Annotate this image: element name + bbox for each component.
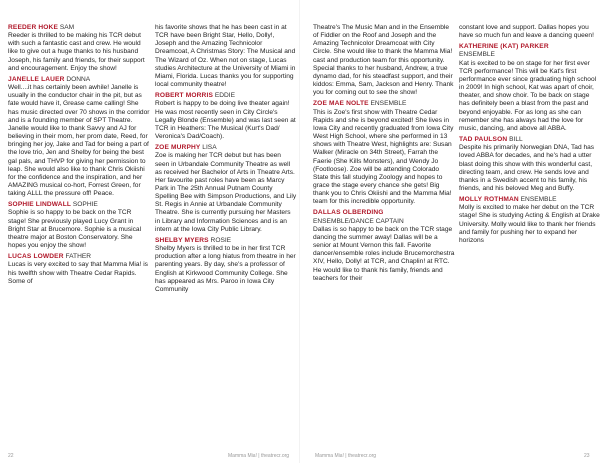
bio-text: Theatre's The Music Man and in the Ensemble of Fiddler on the Roof and Joseph and the Amazing Technicolor Dreamcoat with City Circle. She would like to thank the Mamma Mia! cast and production team for this opportunity. Special thanks to her husband, Andrew, a true dynamo dad, for his steadfast support, and their kiddos: Emma, Sam, Jackson and Henry. Thank you for coming out to see the show! bbox=[313, 24, 454, 97]
bio-text: Molly is excited to make her debut on the TCR stage! She is studying Acting & English at Drake University. Molly would like to thank her friends and family for pushing her to expand her horizons bbox=[459, 204, 600, 244]
bio-text: Reeder is thrilled to be making his TCR debut with such a fantastic cast and crew. He would like to give out a huge thanks to his husband Joseph, his family and friends, for their support and encouragement. Enjoy the show! bbox=[8, 32, 145, 72]
cast-bio bbox=[313, 100, 455, 206]
cast-bio bbox=[459, 196, 600, 245]
cast-name: REEDER HOKE bbox=[8, 24, 59, 31]
bio-text: Dallas is so happy to be back on the TCR stage dancing the summer away! Dallas will be a senior at Mount Vernon this fall. Favorite dancer/ensemble roles include Brucemorchestra XIV, Hello, Dolly! at TCR, and Chaplin! at RTC. He would like to thank his family, friends and teachers for their bbox=[313, 225, 455, 282]
bio-text: Lucas is very excited to say that Mamma Mia! is his twelfth show with Theatre Cedar Rapids. Some of bbox=[8, 261, 148, 285]
cast-name: LUCAS LOWDER bbox=[8, 253, 64, 261]
cast-name: DALLAS OLBERDING bbox=[313, 209, 384, 217]
cast-role: ENSEMBLE bbox=[459, 51, 495, 59]
page-number-left: 22 bbox=[8, 453, 14, 459]
cast-bio bbox=[8, 253, 150, 286]
page-gutter bbox=[299, 0, 300, 463]
cast-bio bbox=[155, 237, 297, 294]
cast-role: EDDIE bbox=[213, 92, 235, 100]
column-2 bbox=[155, 24, 297, 297]
bio-text: Zoe is making her TCR debut but has been seen in Urbandale Community Theatre as well as received her Bachelor of Arts in Theatre Arts. Her favourite past roles have been as Marcy Park in The 25th Annual Putnam County Spelling Bee with Simpson Productions, and Lily St. Regis in Annie at Urbandale Community Theatre. She is currently pursuing her Masters in Library and Information Sciences and is an intern at the Iowa City Public Library. bbox=[155, 152, 297, 233]
cast-bio bbox=[459, 24, 600, 40]
bio-heading bbox=[459, 196, 600, 204]
bio-heading bbox=[155, 92, 297, 100]
cast-role: ENSEMBLE bbox=[368, 100, 407, 108]
cast-name: JANELLE LAUER bbox=[8, 75, 65, 83]
page-number-right: 23 bbox=[584, 453, 590, 459]
cast-name: KATHERINE (KAT) PARKER bbox=[459, 43, 549, 51]
bio-heading bbox=[313, 100, 455, 108]
cast-bio bbox=[155, 24, 297, 89]
bio-text: Robert is happy to be doing live theater again! He was most recently seen in City Circle's Legally Blonde (Ensemble) and was last seen at TCR in Heathers: The Musical (Kurt's Dad/ Veronica's Dad/Coach). bbox=[155, 100, 296, 141]
bio-text: Well....it has certainly been awhile! Janelle is usually in the conductor chair in the pit, but as fate would have it, Grease came calling! She has music directed over 70 shows in the corridor and is a founding member of SPT Theatre. Janelle would like to thank Savvy and AJ for believing in their mom, her prom date, Reed, for bringing her joy, Jake and Tad for being a part of the love trio, Jen and Shelby for being the best gal pals, and THVP for giving her permission to leap. She would also like to thank Chris Okiishi for the confidence and the inspiration, and her AMAZING musical co-hort, Forrest Green, for taking ALLL the pressure off! Peace. bbox=[8, 84, 150, 198]
cast-name: ROBERT MORRIS bbox=[155, 92, 213, 100]
cast-name: SHELBY MYERS bbox=[155, 236, 209, 244]
cast-bio bbox=[8, 76, 150, 198]
cast-name: SOPHIE LINDWALL bbox=[8, 201, 72, 209]
bio-text: constant love and support. Dallas hopes you have so much fun and leave a dancing queen! bbox=[459, 24, 594, 40]
bio-heading bbox=[459, 43, 600, 51]
bio-text: Sophie is so happy to be back on the TCR stage! She previously played Lucy Grant in Bright Star at Brucemore. Sophie is a musical theatre major at Boston Conservatory. She hopes you enjoy the show! bbox=[8, 209, 142, 250]
bio-text: Kat is excited to be on stage for her first ever TCR performance! This will be Kat's first performance ever since graduating high school in 2009! In high school, Kat was apart of choir, theater, and show choir. To be back on stage has definitely been a blast from the past and beyond enjoyable. For as long as she can remember she has always had the love for music, dancing, and above all ABBA. bbox=[459, 59, 597, 132]
bio-heading bbox=[313, 209, 455, 217]
bio-text: Despite his primarily Norwegian DNA, Tad has loved ABBA for decades, and he's had a utter blast doing this show with this wonderful cast, directing team, and crew. He sends love and thanks in a Swedish accent to his family, his friends, and his beloved Meg and Buffy. bbox=[459, 144, 595, 192]
cast-role: BILL bbox=[507, 136, 523, 144]
column-4 bbox=[459, 24, 600, 248]
cast-bio bbox=[8, 24, 150, 73]
bio-heading bbox=[8, 24, 150, 32]
column-3 bbox=[313, 24, 455, 286]
cast-name: ZOE MURPHY bbox=[155, 144, 201, 152]
footer-credit-right: Mamma Mia! | theatrecr.org bbox=[315, 453, 377, 459]
bio-heading bbox=[459, 136, 600, 144]
bio-heading bbox=[8, 76, 150, 84]
cast-name: MOLLY ROTHMAN bbox=[459, 196, 519, 204]
cast-role: DONNA bbox=[64, 75, 91, 83]
cast-name: TAD PAULSON bbox=[459, 136, 508, 144]
cast-bio bbox=[313, 209, 455, 282]
cast-role: SAM bbox=[58, 24, 75, 31]
cast-name: ZOE MAE NOLTE bbox=[313, 100, 369, 108]
cast-bio bbox=[313, 24, 455, 97]
cast-bio bbox=[459, 136, 600, 193]
bio-text: his favorite shows that he has been cast in at TCR have been Bright Star, Hello, Dolly!, Joseph and the Amazing Technicolor Dreamcoat, A Christmas Story: The Musical and The Wizard of Oz. When not on stage, Lucas studies Architecture at the University of Miami in Miami, Florida. Lucas thanks you for supporting local community theatre! bbox=[155, 24, 296, 89]
cast-role: SOPHIE bbox=[71, 201, 98, 209]
bio-heading bbox=[8, 201, 150, 209]
footer-credit-left: Mamma Mia! | theatrecr.org bbox=[228, 453, 290, 459]
cast-role: LISA bbox=[200, 144, 217, 152]
bio-heading bbox=[155, 237, 297, 245]
cast-role: FATHER bbox=[63, 253, 92, 261]
bio-heading bbox=[8, 253, 150, 261]
cast-bio bbox=[155, 144, 297, 234]
bio-text: Shelby Myers is thrilled to be in her first TCR production after a long hiatus from theatre in her parenting years. By day, she's a professor of English at Kirkwood Community College. She has appeared as Mrs. Paroo in Iowa City Community bbox=[155, 245, 296, 293]
cast-bio bbox=[8, 201, 150, 250]
column-1 bbox=[8, 24, 150, 289]
cast-role: ROSIE bbox=[208, 236, 232, 244]
cast-role: ENSEMBLE bbox=[518, 196, 557, 204]
cast-bio bbox=[459, 43, 600, 133]
cast-role: ENSEMBLE/DANCE CAPTAIN bbox=[313, 217, 404, 225]
cast-bio bbox=[155, 92, 297, 141]
bio-heading bbox=[155, 144, 297, 152]
bio-text: This is Zoe's first show with Theatre Cedar Rapids and she is beyond excited! She lives in Iowa City and recently graduated from Iowa City West High School, where she performed in 13 shows with Theatre West, highlights are: Susan Walker (Miracle on 34th Street), Farrah the Faerie (She Kills Monsters), and Wendy Jo (Footloose). Zoe will be attending Colorado State this fall studying Zoology and hopes to grace the stage every chance she gets! Big thank you to Chris Okiishi and the Mamma Mia! team for this incredible opportunity. bbox=[313, 108, 454, 206]
